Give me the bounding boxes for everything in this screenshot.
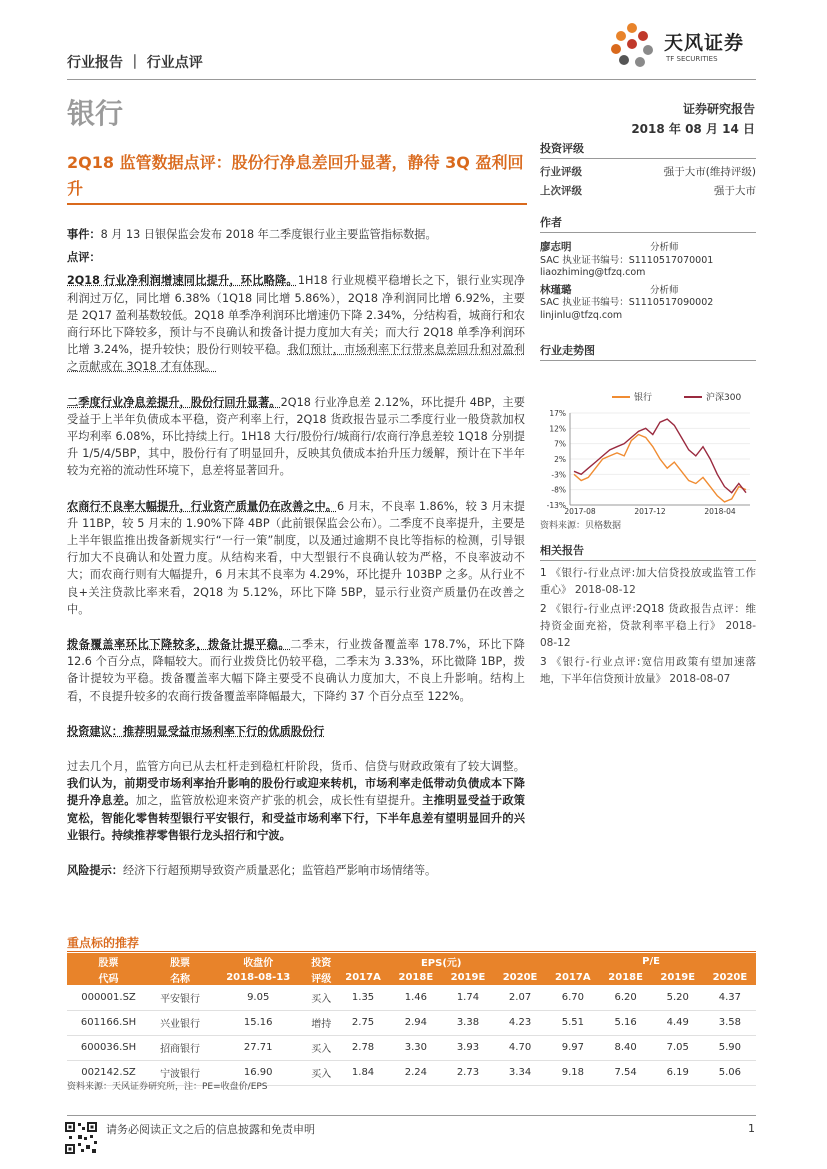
table-cell: 9.05 (210, 985, 306, 1010)
th-eps: EPS(元) (336, 953, 546, 969)
industry-rating-value: 强于大市(维持评级) (663, 166, 756, 178)
related-no: 1 (540, 567, 547, 579)
related-date: 2018-08-12 (540, 620, 756, 649)
stock-table (67, 953, 756, 1086)
y-tick-label: 7% (554, 439, 566, 449)
report-type: 证券研究报告 (682, 102, 755, 116)
legend-label: 沪深300 (706, 393, 742, 403)
paragraph-provision (67, 636, 525, 705)
disclaimer[interactable]: 请务必阅读正文之后的信息披露和免责申明 (106, 1123, 315, 1136)
th-stock-code: 股票 (67, 953, 150, 969)
table-header-top (67, 953, 756, 969)
th-sub: 2018E (390, 969, 442, 985)
table-cell: 买入 (306, 985, 336, 1010)
page-number: 1 (748, 1122, 755, 1135)
series-line-bank (574, 435, 746, 502)
table-cell: 6.19 (652, 1060, 704, 1085)
series-line-csi300 (574, 419, 746, 493)
p1-tail: 我们预计，市场利率下行带来息差回升和对盈利之贡献或在 3Q18 才有体现。 (67, 343, 525, 374)
spacer (67, 711, 525, 723)
related-no: 3 (540, 656, 547, 668)
th-sub: 2018-08-13 (210, 969, 306, 985)
table-cell: 3.30 (390, 1035, 442, 1060)
p4-text: 二季末，行业拨备覆盖率 178.7%，环比下降 12.6 个百分点，降幅较大。而行业拨贷比仍较平稳，二季末为 3.33%，环比微降 1BP，拨备计提较为平稳。拨备覆盖率大幅下降主要受不良确认力度加大，不良上升影响。结构上看，不良提升较多的农商行拨备覆盖率降幅最大，下降约 37 个百分点至 122%。 (67, 638, 525, 703)
author-section (540, 214, 756, 322)
table-cell: 6.20 (600, 985, 652, 1010)
y-tick-label: 17% (549, 409, 566, 418)
chart-source: 资料来源：贝格数据 (540, 521, 622, 531)
trend-section (540, 342, 756, 531)
related-no: 2 (540, 603, 547, 615)
spacer (67, 486, 525, 498)
table-cell: 5.51 (546, 1010, 599, 1035)
related-date: 2018-08-07 (669, 673, 731, 685)
tf-logo (610, 22, 758, 72)
table-cell: 000001.SZ (67, 985, 150, 1010)
risk-label: 风险提示： (67, 864, 123, 878)
table-header-bottom (67, 969, 756, 985)
report-title: 2Q18 监管数据点评：股份行净息差回升显著，静待 3Q 盈利回升 (67, 153, 524, 198)
table-cell: 兴业银行 (150, 1010, 210, 1035)
risk-text: 经济下行超预期导致资产质量恶化；监管趋严影响市场情绪等。 (122, 864, 437, 878)
y-tick-label: 12% (549, 424, 566, 434)
th-sub: 2019E (652, 969, 704, 985)
th-sub: 2018E (600, 969, 652, 985)
table-cell: 7.54 (600, 1060, 652, 1085)
header-divider (67, 79, 756, 80)
p1-heading: 2Q18 行业净利润增速同比提升，环比略降。 (67, 274, 298, 288)
p3-text: 6 月末，不良率 1.86%，较 3 月末提升 11BP，较 5 月末的 1.90%下降 4BP（此前银保监会公布）。二季度不良率提升，主要是上半年银监推出拨备新规实行“一行一策”制度，以及通过逾期不良比等指标的检测，引导银行加大不良确认和处置力度。从结构来看，中大型银行不良确认较为严格，不良率波动不大；而农商行则有大幅提升，6 月末其不良率为 4.29%，环比提升 103BP 之多。从行业不良+关注贷款比率来看，2Q18 为 5.12%，环比下降 5BP，显示行业资产质量仍在改善之中。 (67, 499, 525, 616)
trend-heading: 行业走势图 (540, 342, 756, 361)
analyst-cert: SAC 执业证书编号：S1110517070001 (540, 254, 714, 266)
tf-logo-icon (610, 22, 660, 70)
table-cell: 9.97 (546, 1035, 599, 1060)
y-tick-label: -3% (551, 470, 566, 480)
th-sub: 名称 (150, 969, 210, 985)
related-text: 《银行-行业点评:2Q18 货政报告点评：维持资金面充裕，贷款利率平稳上行》 (540, 603, 756, 632)
main-body (67, 226, 525, 885)
analyst-block (540, 284, 756, 323)
th-sub: 2020E (494, 969, 546, 985)
spacer (67, 850, 525, 862)
p5-heading: 投资建议：推荐明显受益市场利率下行的优质股份行 (67, 724, 325, 738)
sector-title: 银行 (67, 97, 124, 130)
table-cell: 3.93 (442, 1035, 494, 1060)
table-cell: 600036.SH (67, 1035, 150, 1060)
analyst-block (540, 241, 756, 280)
p3-heading: 农商行不良率大幅提升，行业资产质量仍在改善之中。 (67, 499, 337, 513)
table-cell: 增持 (306, 1010, 336, 1035)
p6-text2: 加之，监管放松迎来资产扩张的机会，成长性有望提升。 (135, 794, 423, 808)
table-row (67, 985, 756, 1010)
x-tick-label: 2017-12 (634, 507, 666, 515)
rating-heading: 投资评级 (540, 140, 756, 159)
table-cell: 5.06 (704, 1060, 756, 1085)
paragraph-profit (67, 272, 525, 375)
table-cell: 16.90 (210, 1060, 306, 1085)
table-row (67, 1035, 756, 1060)
table-cell: 4.49 (652, 1010, 704, 1035)
analyst-role: 分析师 (650, 284, 679, 296)
analyst-name: 林瑾璐 (540, 283, 572, 296)
related-report[interactable] (540, 654, 756, 688)
table-cell: 2.07 (494, 985, 546, 1010)
th-sub: 代码 (67, 969, 150, 985)
table-title: 重点标的推荐 (67, 936, 140, 950)
related-text: 《银行-行业点评:宽信用政策有望加速落地，下半年信贷预计放量》 (540, 656, 756, 685)
th-sub: 2017A (336, 969, 389, 985)
related-report[interactable] (540, 601, 756, 652)
p2-heading: 二季度行业净息差提升，股份行回升显著。 (67, 395, 281, 409)
p6-bold2: 主推明显受益于政策宽松，智能化零售转型银行平安银行，和受益市场利率下行，下半年息差有望明显回升的兴业银行。持续推荐零售银行龙头招行和宁波。 (67, 794, 525, 842)
report-date: 2018 年 08 月 14 日 (631, 122, 755, 136)
related-report[interactable] (540, 565, 756, 599)
industry-rating-row (540, 163, 756, 182)
p2-text: 2Q18 行业净息差 2.12%，环比提升 4BP，主要受益于上半年负债成本平稳，资产利率上行，2Q18 货政报告显示二季度行业一般贷款加权平均利率 6.08%，环比持续上行。1H18 大行/股份行/城商行/农商行净息差较 1Q18 分别提升 1/5/4/5BP，其中，股份行有了明显回升，反映其负债成本抬升压力缓解，预计在下半年较为充裕的流动性环境下，息差将显著回升。 (67, 395, 525, 478)
table-row (67, 1010, 756, 1035)
p1-text: 1H18 行业规模平稳增长之下，银行业实现净利润过万亿，同比增 6.38%（1Q18 同比增 5.86%），2Q18 净利润同比增 6.92%，主要是 2Q17 盈利基数较低。2Q18 单季净利润环比增速仍下降 2.34%，分结构看，城商行和农商行环比下降较多，预计与不良确认和拨备计提力度加大有关；而大行 2Q18 单季净利润环比增 3.24%，提升较快；股份行则较平稳。 (67, 274, 525, 357)
th-close-price: 收盘价 (210, 953, 306, 969)
table-cell: 2.73 (442, 1060, 494, 1085)
th-sub: 评级 (306, 969, 336, 985)
table-cell: 4.37 (704, 985, 756, 1010)
qr-code-icon (64, 1121, 98, 1155)
footer-divider (67, 1115, 756, 1116)
analyst-role: 分析师 (650, 242, 679, 253)
table-cell: 002142.SZ (67, 1060, 150, 1085)
table-cell: 3.58 (704, 1010, 756, 1035)
logo-name: 天风证券 (664, 32, 745, 54)
table-cell: 5.90 (704, 1035, 756, 1060)
event-text: 8 月 13 日银保监会发布 2018 年二季度银行业主要监管指标数据。 (100, 228, 437, 241)
analyst-name: 廖志明 (540, 241, 572, 253)
table-source: 资料来源：天风证券研究所，注：PE=收盘价/EPS (67, 1082, 268, 1092)
table-cell: 1.46 (390, 985, 442, 1010)
related-heading: 相关报告 (540, 542, 756, 561)
table-cell: 1.84 (336, 1060, 389, 1085)
table-cell: 15.16 (210, 1010, 306, 1035)
table-cell: 2.78 (336, 1035, 389, 1060)
comment-label (67, 249, 525, 266)
x-tick-label: 2018-04 (704, 507, 736, 515)
event-label: 事件： (67, 228, 101, 241)
industry-rating-label: 行业评级 (540, 166, 582, 178)
table-cell: 6.70 (546, 985, 599, 1010)
table-cell: 601166.SH (67, 1010, 150, 1035)
prev-rating-label: 上次评级 (540, 185, 582, 197)
th-pe: P/E (546, 953, 756, 969)
x-tick-label: 2017-08 (564, 507, 596, 515)
th-sub: 2020E (704, 969, 756, 985)
p6-text: 过去几个月，监管方向已从去杠杆走到稳杠杆阶段，货币、信贷与财政政策有了较大调整。 (67, 760, 525, 774)
prev-rating-row (540, 182, 756, 201)
table-cell: 3.34 (494, 1060, 546, 1085)
related-section (540, 542, 756, 690)
comment-label-text: 点评： (67, 251, 101, 265)
legend-label: 银行 (634, 393, 653, 403)
analyst-email[interactable]: linjinlu@tfzq.com (540, 309, 623, 321)
analyst-cert: SAC 执业证书编号：S1110517090002 (540, 297, 714, 308)
table-cell: 2.94 (390, 1010, 442, 1035)
related-date: 2018-08-12 (574, 584, 636, 596)
analyst-email[interactable]: liaozhiming@tfzq.com (540, 267, 646, 278)
paragraph-risk (67, 862, 525, 879)
analyst-name-row (540, 284, 756, 298)
related-text: 《银行-行业点评:加大信贷投放或监管工作重心》 (540, 567, 756, 596)
table-cell: 招商银行 (150, 1035, 210, 1060)
table-cell: 买入 (306, 1060, 336, 1085)
th-sub: 2019E (442, 969, 494, 985)
table-cell: 1.74 (442, 985, 494, 1010)
paragraph-npl (67, 498, 525, 618)
table-title-divider (67, 951, 756, 952)
p4-heading: 拨备覆盖率环比下降较多，拨备计提平稳。 (67, 638, 291, 652)
table-cell: 7.05 (652, 1035, 704, 1060)
table-cell: 平安银行 (150, 985, 210, 1010)
paragraph-advice (67, 758, 525, 844)
table-cell: 3.38 (442, 1010, 494, 1035)
event-paragraph (67, 226, 525, 243)
y-tick-label: 2% (554, 455, 566, 464)
table-cell: 9.18 (546, 1060, 599, 1085)
table-cell: 宁波银行 (150, 1060, 210, 1085)
table-cell: 8.40 (600, 1035, 652, 1060)
paragraph-nim (67, 394, 525, 480)
title-divider (67, 203, 527, 205)
spacer (67, 624, 525, 636)
analyst-name-row (540, 241, 756, 255)
prev-rating-value: 强于大市 (714, 185, 756, 197)
table-cell: 2.24 (390, 1060, 442, 1085)
table-cell: 4.23 (494, 1010, 546, 1035)
table-cell: 1.35 (336, 985, 389, 1010)
rating-section (540, 140, 756, 201)
p6-bold: 我们认为，前期受市场利率抬升影响的股份行或迎来转机，市场利率走低带动负债成本下降提升净息差。 (67, 777, 525, 808)
report-category: 行业报告 ｜ 行业点评 (67, 55, 203, 71)
table-cell: 买入 (306, 1035, 336, 1060)
th-rating: 投资 (306, 953, 336, 969)
table-cell: 27.71 (210, 1035, 306, 1060)
th-sub: 2017A (546, 969, 599, 985)
industry-trend-chart (540, 365, 756, 515)
th-stock-name: 股票 (150, 953, 210, 969)
table-cell: 5.16 (600, 1010, 652, 1035)
author-heading: 作者 (540, 214, 756, 233)
table-cell: 4.70 (494, 1035, 546, 1060)
spacer (67, 746, 525, 758)
table-cell: 2.75 (336, 1010, 389, 1035)
paragraph-advice-heading (67, 723, 525, 740)
y-tick-label: -13% (546, 501, 566, 510)
spacer (67, 382, 525, 394)
logo-subtitle: TF SECURITIES (666, 55, 718, 63)
table-cell: 5.20 (652, 985, 704, 1010)
y-tick-label: -8% (551, 485, 566, 495)
